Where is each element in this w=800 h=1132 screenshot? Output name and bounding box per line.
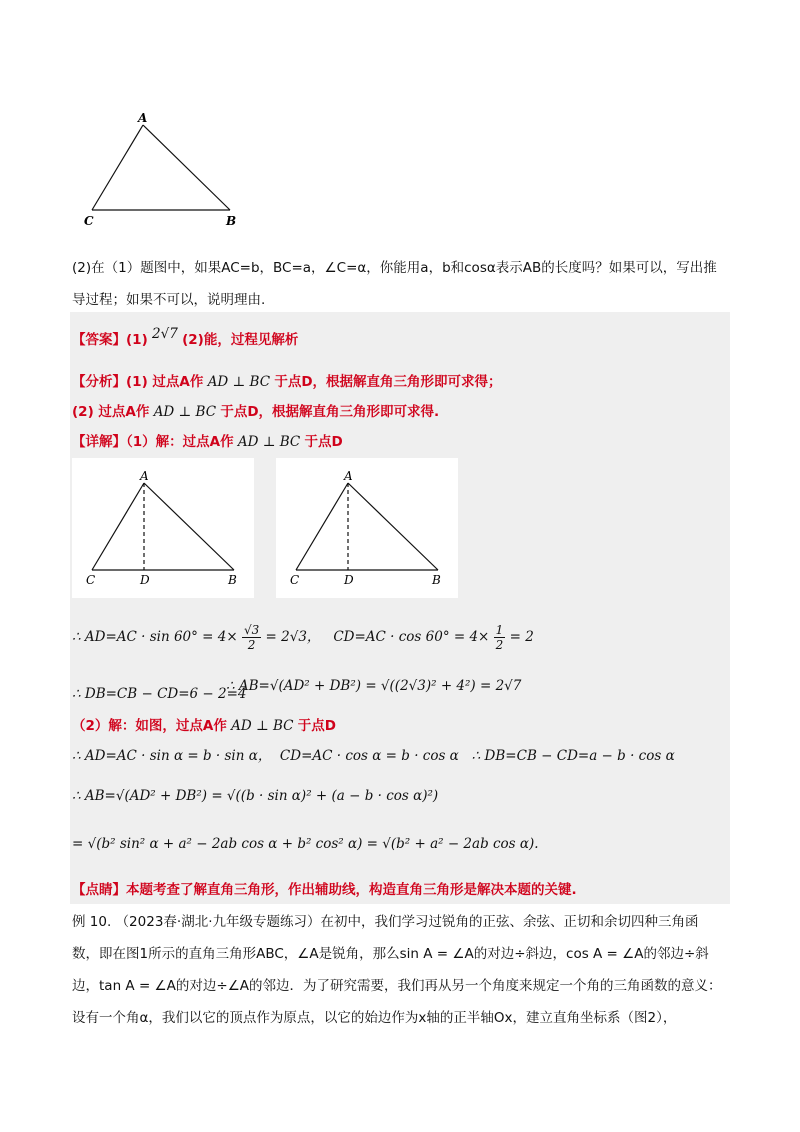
- sol1-cd-post: = 2: [509, 629, 534, 645]
- left-label-b: B: [228, 573, 237, 587]
- triangle-figure-top: [80, 110, 250, 235]
- sol1-ad-num: √3: [243, 623, 260, 637]
- sol1-cd-fraction: [494, 623, 506, 652]
- vertex-label-a: A: [138, 111, 148, 125]
- sol1-ad-den: 2: [247, 638, 256, 652]
- sol1-cd-pre: CD=AC · cos 60° = 4×: [333, 629, 490, 645]
- comment-text: 本题考查了解直角三角形，作出辅助线，构造直角三角形是解决本题的关键.: [126, 882, 577, 898]
- right-label-a: A: [344, 469, 353, 483]
- triangle-altitude-diagram-left: [72, 458, 254, 598]
- vertex-label-c: C: [84, 214, 94, 228]
- sol1-ad-pre: ∴ AD=AC · sin 60° = 4×: [72, 629, 238, 645]
- triangle-abc-diagram: [80, 110, 250, 235]
- answer-tag: 【答案】: [72, 332, 126, 348]
- detail-tag: 【详解】: [72, 434, 126, 450]
- solution-panel: [70, 312, 730, 904]
- sol1-ad-post: = 2√3，: [265, 629, 321, 645]
- answer-line: [72, 326, 299, 350]
- sol2-line-1: [72, 746, 675, 766]
- right-label-d: D: [344, 573, 354, 587]
- sol2-line-2: ∴ AB=√(AD² + DB²) = √((b · sin α)² + (a − b · cos α)²): [72, 788, 439, 804]
- comment-line: [72, 880, 577, 900]
- analysis-l1-text-b: 于点D，根据解直角三角形即可求得；: [274, 374, 502, 390]
- figure-altitude-right: [276, 458, 458, 598]
- sol2-l1-b: CD=AC · cos α = b · cos α: [279, 748, 459, 764]
- comment-tag: 【点睛】: [72, 882, 126, 898]
- analysis-l2-text-a: (2) 过点A作: [72, 404, 150, 420]
- sol1-cd-num: 1: [495, 623, 504, 637]
- example10-line-3: 边，tan A = ∠A的对边÷∠A的邻边．为了研究需要，我们再从另一个角度来规定一个角的三角函数的意义：: [72, 978, 722, 994]
- detail-line: [72, 432, 343, 452]
- detail-math: AD ⊥ BC: [237, 434, 301, 450]
- sol2-math: AD ⊥ BC: [231, 718, 294, 734]
- answer-part2: (2)能，过程见解析: [182, 332, 299, 348]
- figure-altitude-left: [72, 458, 254, 598]
- sol1-ad-cd-line: [72, 622, 534, 662]
- sol1-cd-den: 2: [495, 638, 504, 652]
- left-label-c: C: [86, 573, 96, 587]
- left-label-d: D: [140, 573, 150, 587]
- analysis-l1-text-a: (1) 过点A作: [126, 374, 204, 390]
- example10-line-2: 数，即在图1所示的直角三角形ABC，∠A是锐角，那么sin A = ∠A的对边÷斜边，cos A = ∠A的邻边÷斜: [72, 946, 709, 962]
- analysis-tag: 【分析】: [72, 374, 126, 390]
- sol2-l1-a: ∴ AD=AC · sin α = b · sin α，: [72, 748, 272, 764]
- sol2-text-a: （2）解：如图，过点A作: [72, 718, 227, 734]
- analysis-l2-math: AD ⊥ BC: [153, 404, 217, 420]
- analysis-line-2: [72, 402, 439, 422]
- example10-line-1: 例 10. （2023春·湖北·九年级专题练习）在初中，我们学习过锐角的正弦、余弦、正切和余切四种三角函: [72, 914, 699, 930]
- vertex-label-b: B: [226, 214, 237, 228]
- sol1-ad-fraction: [242, 623, 261, 652]
- analysis-line-1: [72, 372, 502, 392]
- left-label-a: A: [140, 469, 149, 483]
- sol1-db-line: ∴ DB=CB − CD=6 − 2=4: [72, 686, 247, 702]
- question-2-line-2: 导过程；如果不可以，说明理由.: [72, 292, 266, 308]
- sol2-text-b: 于点D: [297, 718, 337, 734]
- right-label-b: B: [432, 573, 441, 587]
- sol2-intro-line: [72, 716, 336, 736]
- answer-value: 2√7: [152, 326, 178, 342]
- right-label-c: C: [290, 573, 300, 587]
- example10-line-4: 设有一个角α，我们以它的顶点作为原点，以它的始边作为x轴的正半轴Ox，建立直角坐标系（图2），: [72, 1010, 677, 1026]
- sol2-line-3: = √(b² sin² α + a² − 2ab cos α + b² cos² α) = √(b² + a² − 2ab cos α).: [72, 836, 539, 852]
- answer-part1: (1): [126, 332, 148, 348]
- detail-text-b: 于点D: [304, 434, 343, 450]
- sol1-ab-line: ∴ AB=√(AD² + DB²) = √((2√3)² + 4²) = 2√7: [226, 678, 522, 694]
- detail-text-a: （1）解：过点A作: [126, 434, 234, 450]
- sol2-l1-c: ∴ DB=CB − CD=a − b · cos α: [471, 748, 675, 764]
- analysis-l2-text-b: 于点D，根据解直角三角形即可求得.: [220, 404, 440, 420]
- triangle-altitude-diagram-right: [276, 458, 458, 598]
- question-2-line-1: (2)在（1）题图中，如果AC=b，BC=a，∠C=α，你能用a，b和cosα表示AB的长度吗？如果可以，写出推: [72, 260, 717, 276]
- analysis-l1-math: AD ⊥ BC: [207, 374, 271, 390]
